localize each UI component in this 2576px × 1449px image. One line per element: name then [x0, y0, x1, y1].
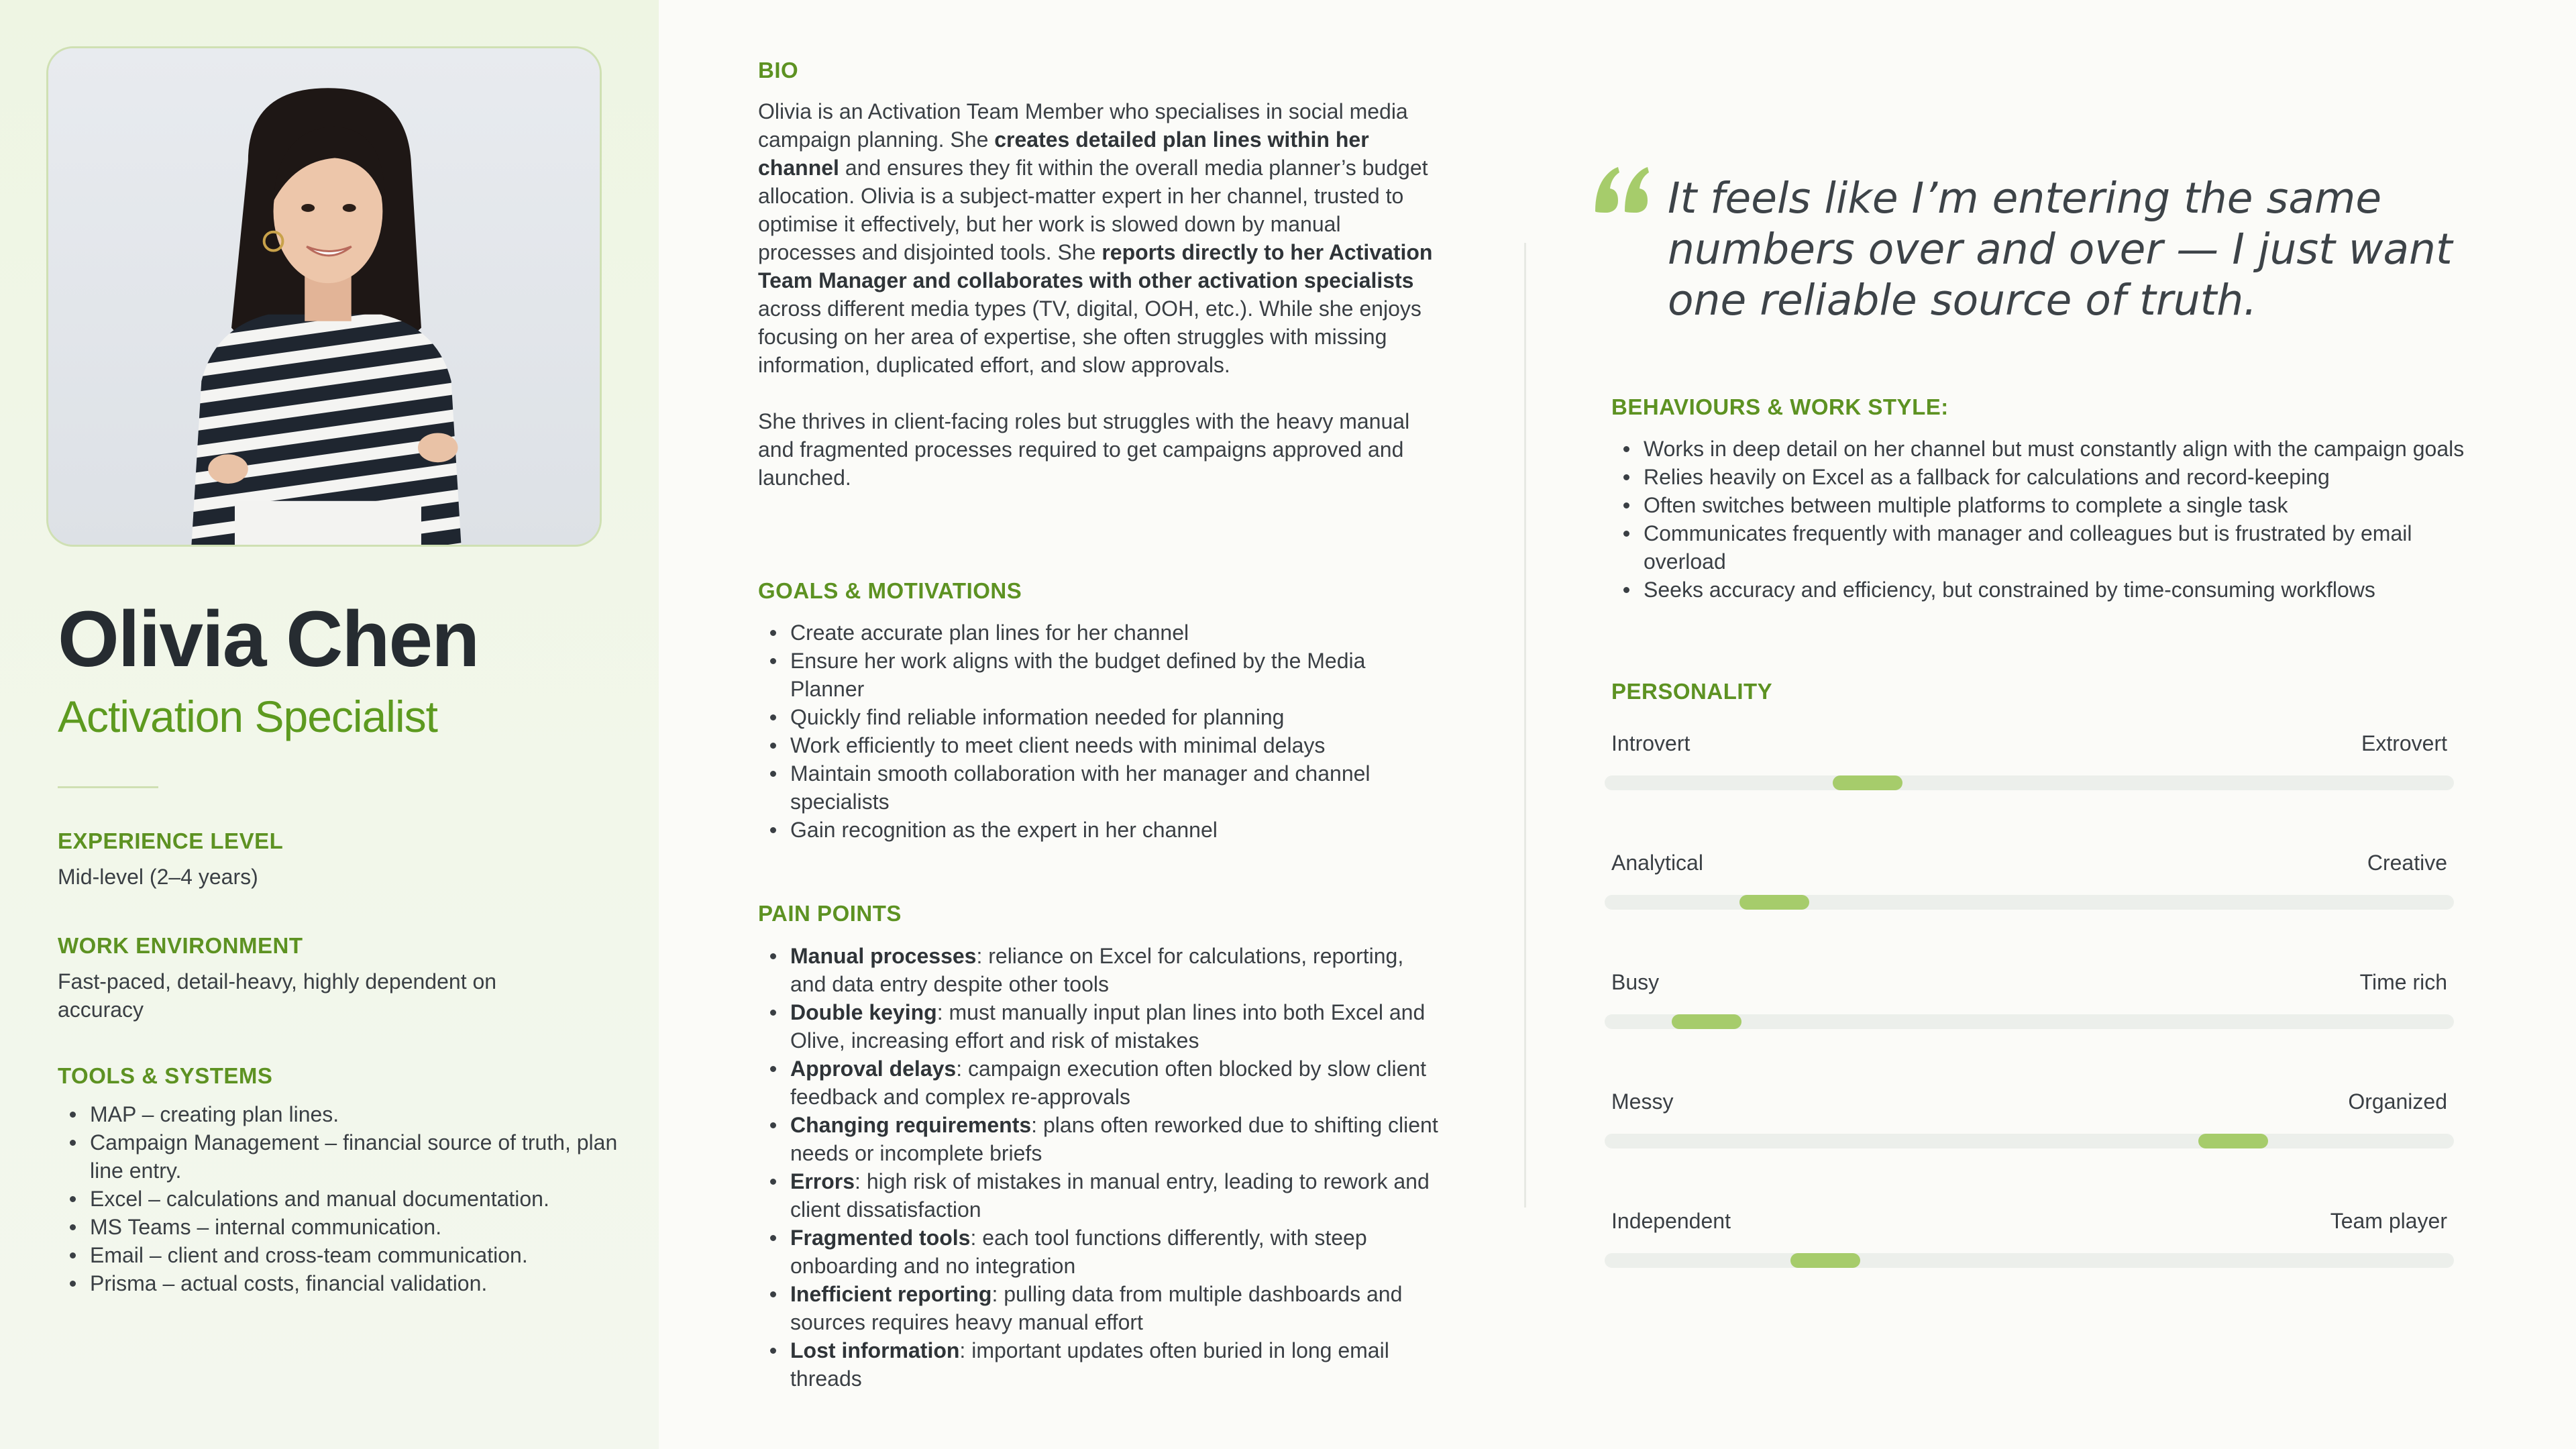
trait-left-label: Messy [1611, 1089, 1674, 1114]
pain-detail: : pulling data from multiple dashboards and sources requires heavy manual effort [790, 1282, 1403, 1334]
column-divider [1524, 243, 1526, 1208]
list-item: Ensure her work aligns with the budget defined by the Media Planner [758, 647, 1442, 703]
portrait-illustration [48, 48, 600, 545]
pain-detail: : high risk of mistakes in manual entry, leading to rework and client dissatisfaction [790, 1169, 1430, 1222]
bio-paragraph-2: She thrives in client-facing roles but struggles with the heavy manual and fragmented processes required to get campaigns approved and launched. [758, 409, 1410, 490]
trait-right-label: Creative [2367, 851, 2447, 875]
pain-label: Changing requirements [790, 1113, 1032, 1137]
list-item: Seeks accuracy and efficiency, but constrained by time-consuming workflows [1611, 576, 2483, 604]
persona-role: Activation Specialist [58, 692, 437, 741]
trait-marker [1790, 1253, 1860, 1268]
persona-quote: It feels like I’m entering the same numbers over and over — I just want one reliable source of truth. [1668, 174, 2453, 325]
goals-heading: GOALS & MOTIVATIONS [758, 578, 1022, 603]
bio-emphasis: creates detailed plan lines within her channel [758, 127, 1369, 180]
experience-heading: EXPERIENCE LEVEL [58, 828, 284, 853]
pain-label: Fragmented tools [790, 1226, 971, 1250]
behaviours-heading: BEHAVIOURS & WORK STYLE: [1611, 394, 1949, 419]
environment-heading: WORK ENVIRONMENT [58, 933, 303, 958]
list-item: Works in deep detail on her channel but must constantly align with the campaign goals [1611, 435, 2483, 463]
bio-span: Olivia is an Activation Team Member who specialises in social media campaign planning. She [758, 99, 1408, 152]
pain-label: Approval delays [790, 1057, 957, 1081]
persona-name: Olivia Chen [58, 595, 479, 684]
list-item: Work efficiently to meet client needs with minimal delays [758, 731, 1442, 759]
trait-introvert-extrovert [1605, 731, 2454, 798]
trait-independent-teamplayer [1605, 1209, 2454, 1276]
list-item: Campaign Management – financial source of truth, plan line entry. [58, 1128, 621, 1185]
list-item [758, 1167, 1442, 1224]
bio-span: across different media types (TV, digital, OOH, etc.). While she enjoys focusing on her area of expertise, she often struggles with missing information, duplicated effort, and slow approvals. [758, 297, 1421, 377]
quote-mark-icon [1591, 164, 1652, 218]
bio-paragraph-1 [758, 97, 1442, 379]
trait-track [1605, 895, 2454, 910]
trait-right-label: Extrovert [2361, 731, 2447, 755]
tools-heading: TOOLS & SYSTEMS [58, 1063, 273, 1088]
list-item: Gain recognition as the expert in her channel [758, 816, 1442, 844]
bio-span: and ensures they fit within the overall media planner’s budget allocation. Olivia is a subject-matter expert in her channel, trusted to optimise it effectively, but her work is slowed down by manual processes and disjointed tools. She [758, 156, 1428, 264]
list-item: Create accurate plan lines for her channel [758, 619, 1442, 647]
pain-detail: : campaign execution often blocked by slow client feedback and complex re-approvals [790, 1057, 1427, 1109]
trait-left-label: Independent [1611, 1209, 1731, 1233]
list-item: Relies heavily on Excel as a fallback for calculations and record-keeping [1611, 463, 2483, 491]
pain-label: Errors [790, 1169, 855, 1193]
trait-right-label: Team player [2330, 1209, 2447, 1233]
tools-list [58, 1100, 621, 1297]
trait-track [1605, 775, 2454, 790]
trait-track [1605, 1253, 2454, 1268]
pain-points-heading: PAIN POINTS [758, 901, 902, 926]
list-item [758, 1280, 1442, 1336]
trait-messy-organized [1605, 1089, 2454, 1157]
list-item [758, 1336, 1442, 1393]
trait-marker [1672, 1014, 1741, 1029]
list-item: Email – client and cross-team communication. [58, 1241, 621, 1269]
list-item [758, 1111, 1442, 1167]
pain-detail: : important updates often buried in long email threads [790, 1338, 1389, 1391]
trait-marker [1739, 895, 1809, 910]
personality-heading: PERSONALITY [1611, 679, 1773, 704]
experience-value: Mid-level (2–4 years) [58, 865, 258, 889]
environment-value: Fast-paced, detail-heavy, highly dependent on accuracy [58, 969, 497, 1022]
list-item [758, 1055, 1442, 1111]
list-item [758, 998, 1442, 1055]
trait-marker [2198, 1134, 2268, 1148]
trait-analytical-creative [1605, 851, 2454, 918]
trait-track [1605, 1134, 2454, 1148]
pain-label: Double keying [790, 1000, 937, 1024]
trait-left-label: Introvert [1611, 731, 1690, 755]
trait-left-label: Busy [1611, 970, 1660, 994]
pain-detail: : must manually input plan lines into both Excel and Olive, increasing effort and risk of mistakes [790, 1000, 1426, 1053]
pain-detail: : reliance on Excel for calculations, reporting, and data entry despite other tools [790, 944, 1404, 996]
sidebar-divider [58, 786, 158, 788]
trait-right-label: Time rich [2359, 970, 2447, 994]
goals-list [758, 619, 1442, 844]
pain-label: Lost information [790, 1338, 960, 1362]
list-item: Excel – calculations and manual documentation. [58, 1185, 621, 1213]
trait-marker [1833, 775, 1902, 790]
trait-busy-timerich [1605, 970, 2454, 1037]
list-item [758, 942, 1442, 998]
trait-left-label: Analytical [1611, 851, 1703, 875]
pain-detail: : each tool functions differently, with steep onboarding and no integration [790, 1226, 1367, 1278]
list-item: MS Teams – internal communication. [58, 1213, 621, 1241]
bio-heading: BIO [758, 58, 799, 83]
pain-label: Manual processes [790, 944, 977, 968]
list-item: Maintain smooth collaboration with her manager and channel specialists [758, 759, 1442, 816]
profile-photo [46, 46, 602, 547]
list-item: Often switches between multiple platforms to complete a single task [1611, 491, 2483, 519]
pain-points-list [758, 942, 1442, 1393]
pain-detail: : plans often reworked due to shifting client needs or incomplete briefs [790, 1113, 1438, 1165]
bio-emphasis: reports directly to her Activation Team Manager and collaborates with other activation specialists [758, 240, 1433, 292]
list-item: MAP – creating plan lines. [58, 1100, 621, 1128]
pain-label: Inefficient reporting [790, 1282, 992, 1306]
trait-right-label: Organized [2348, 1089, 2447, 1114]
list-item: Quickly find reliable information needed for planning [758, 703, 1442, 731]
list-item [758, 1224, 1442, 1280]
list-item: Prisma – actual costs, financial validation. [58, 1269, 621, 1297]
bio-text [758, 97, 1442, 492]
list-item: Communicates frequently with manager and colleagues but is frustrated by email overload [1611, 519, 2483, 576]
behaviours-list [1611, 435, 2483, 604]
